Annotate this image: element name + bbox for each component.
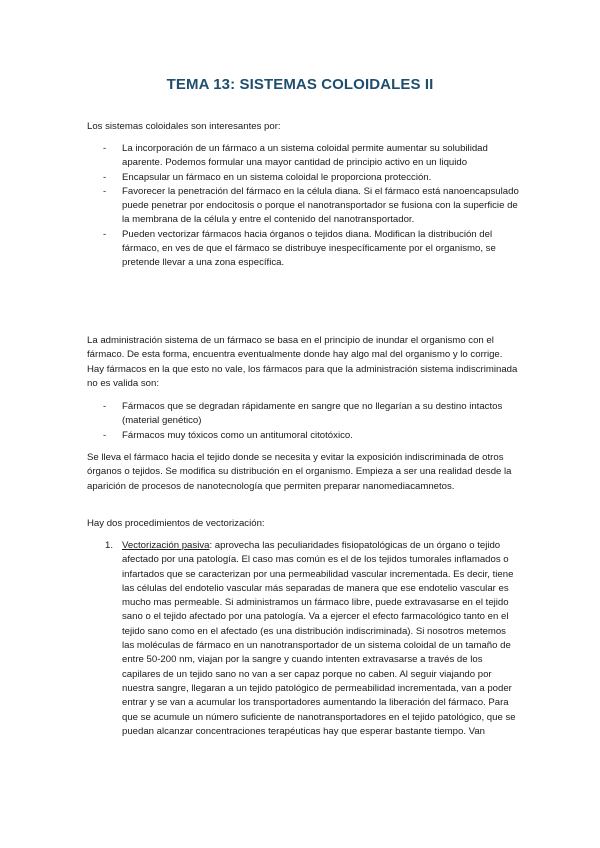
reasons-list <box>87 142 519 271</box>
paragraph-targeting: Se lleva el fármaco hacia el tejido donde se necesita y evitar la exposición indiscriminada de otros órganos o tejidos. Se modifica su distribución en el organismo. Empieza a ser una realidad desde la aparición de procesos de nanotecnología que permiten preparar nanomediacamnetos. <box>87 452 512 492</box>
exceptions-list <box>87 400 519 443</box>
list-item: - Encapsular un fármaco en un sistema coloidal le proporciona protección. <box>87 171 519 185</box>
list-item: - Pueden vectorizar fármacos hacia órganos o tejidos diana. Modifican la distribución del fármaco, en ves de que el fármaco se distribuye inespecíficamente por el organismo, se pretende llevar a una zona específica. <box>87 228 519 271</box>
list-number: 1. <box>105 540 114 551</box>
list-item: - Favorecer la penetración del fármaco en la célula diana. Si el fármaco está nanoencapsulado puede penetrar por endocitosis o porque el nanotransportador se fusiona con la superficie de la membrana de la célula y entre el contenido del nanotransportador. <box>87 185 519 228</box>
procedure-description: : aprovecha las peculiaridades fisiopatológicas de un órgano o tejido afectado por una patología. El caso mas común es el de los tejidos tumorales inflamados o infartados que se caracterizan por una permeabilidad vascular incrementada. Es decir, tiene las células del endotelio vascular más separadas de manera que ese endotelio vascular es mucho mas permeable. Si administramos un fármaco libre, puede extravasarse en el tejido sano o el tejido afectado por una patología. Va a ejercer el efecto farmacológico tanto en el tejido sano como en el afectado (es una distribución indiscriminada). Si nosotros metemos las moléculas de fármaco en un nanotransportador de un sistema coloidal de un tamaño de entre 50-200 nm, viajan por la sangre y cuando intenten extravasarse a través de los capilares de un tejido sano no van a ser capaz porque no caben. Al seguir viajando por nuestra sangre, llegaran a un tejido patológico de permeabilidad incrementada, van a poder entrar y se van a acumular los transportadores aumentando la liberación del fármaco. Para que se acumule un número suficiente de nanotransportadores en el tejido patológico, que se puedan alcanzar concentraciones terapéuticas hay que esperar bastante tiempo. Van <box>122 540 516 737</box>
paragraph-procedures-intro: Hay dos procedimientos de vectorización: <box>87 518 265 529</box>
intro-text: Los sistemas coloidales son interesantes por: <box>87 121 281 132</box>
list-item: - Fármacos que se degradan rápidamente en sangre que no llegarían a su destino intactos (material genético) <box>87 400 519 429</box>
list-item <box>87 539 519 739</box>
list-item: - Fármacos muy tóxicos como un antitumoral citotóxico. <box>87 429 519 443</box>
list-item: - La incorporación de un fármaco a un sistema coloidal permite aumentar su solubilidad aparente. Podemos formular una mayor cantidad de principio activo en un liquido <box>87 142 519 171</box>
procedure-term: Vectorización pasiva <box>122 540 210 551</box>
procedures-list <box>87 539 519 739</box>
paragraph-systemic-administration: La administración sistema de un fármaco se basa en el principio de inundar el organismo con el fármaco. De esta forma, encuentra eventualmente donde hay algo mal del organismo y lo corrige. Hay fármacos en la que esto no vale, los fármacos para que la administración sistema indiscriminada no es valida son: <box>87 335 518 389</box>
page-title: TEMA 13: SISTEMAS COLOIDALES II <box>166 76 434 93</box>
